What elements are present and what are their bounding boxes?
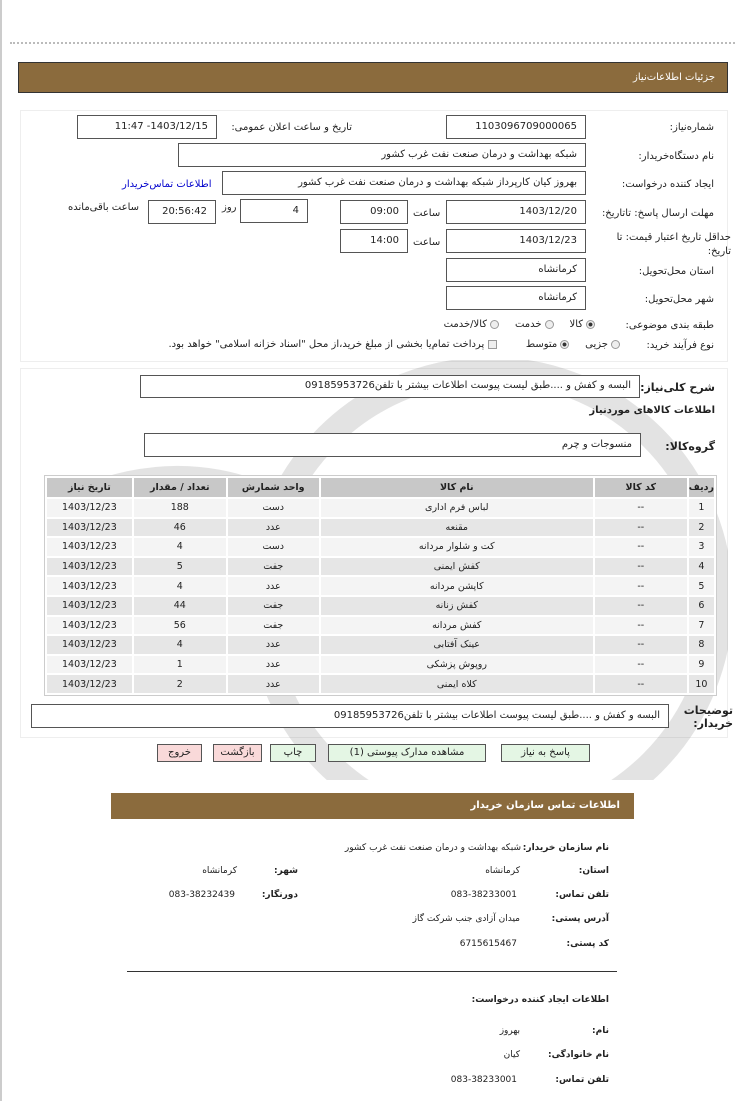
category-label: طبقه بندی موضوعی: <box>625 320 714 331</box>
table-cell: دست <box>228 499 319 517</box>
city-contact-label: شهر: <box>274 866 298 876</box>
table-cell: 1403/12/23 <box>47 617 132 635</box>
table-cell: عدد <box>228 519 319 537</box>
table-row <box>47 656 714 674</box>
creator-phone-label: تلفن تماس: <box>555 1075 609 1085</box>
days-remaining-field: 4 <box>240 199 308 223</box>
view-attachments-button[interactable]: مشاهده مدارک پیوستی (1) <box>328 744 486 762</box>
buyer-org-field: شبکه بهداشت و درمان صنعت نفت غرب کشور <box>178 143 586 167</box>
process-label: نوع فرآیند خرید: <box>646 340 714 351</box>
table-cell: -- <box>595 558 687 576</box>
table-cell: جفت <box>228 617 319 635</box>
name-value: بهروز <box>499 1026 520 1036</box>
province-contact-value: کرمانشاه <box>485 866 520 876</box>
table-cell: 1403/12/23 <box>47 636 132 654</box>
time-remaining-label: ساعت باقی‌مانده <box>68 202 140 213</box>
table-cell: -- <box>595 499 687 517</box>
goods-table-container <box>44 475 717 696</box>
radio-selected-icon <box>560 340 569 349</box>
radio-icon <box>611 340 620 349</box>
city-contact-value: کرمانشاه <box>202 866 237 876</box>
table-cell: 1403/12/23 <box>47 675 132 693</box>
table-cell: کفش ایمنی <box>321 558 593 576</box>
table-cell: 4 <box>134 538 226 556</box>
table-cell: جفت <box>228 597 319 615</box>
table-cell: 4 <box>689 558 714 576</box>
table-cell: 188 <box>134 499 226 517</box>
creator-label: ایجاد کننده درخواست: <box>621 179 714 190</box>
table-cell: عینک آفتابی <box>321 636 593 654</box>
time-remaining-field: 20:56:42 <box>148 200 216 224</box>
table-cell: مقنعه <box>321 519 593 537</box>
contact-section-title: اطلاعات تماس سازمان خریدار <box>470 800 620 811</box>
province-contact-label: استان: <box>578 866 609 876</box>
category-option-both[interactable]: کالا/خدمت <box>444 319 500 330</box>
process-option-minor[interactable]: جزیی <box>585 339 620 350</box>
postal-label: کد پستی: <box>566 939 609 949</box>
postal-value: 6715615467 <box>459 939 517 949</box>
table-cell: 1403/12/23 <box>47 656 132 674</box>
validity-label: حداقل تاریخ اعتبار قیمت: تا تاریخ: <box>616 232 731 257</box>
family-label: نام خانوادگی: <box>547 1050 609 1060</box>
org-value: شبکه بهداشت و درمان صنعت نفت غرب کشور <box>344 843 521 853</box>
deadline-time-field: 09:00 <box>340 200 408 224</box>
table-cell: کلاه ایمنی <box>321 675 593 693</box>
need-number-field: 1103096709000065 <box>446 115 586 139</box>
print-button[interactable]: چاپ <box>270 744 316 762</box>
contact-divider <box>127 971 617 972</box>
deadline-label: مهلت ارسال پاسخ: تاتاریخ: <box>601 208 714 219</box>
table-row <box>47 675 714 693</box>
table-cell: دست <box>228 538 319 556</box>
table-cell: 9 <box>689 656 714 674</box>
name-label: نام: <box>592 1026 609 1036</box>
goods-group-label: گروه‌کالا: <box>665 440 715 453</box>
table-cell: 2 <box>134 675 226 693</box>
back-button[interactable]: بازگشت <box>213 744 262 762</box>
table-cell: -- <box>595 538 687 556</box>
buyer-contact-link[interactable]: اطلاعات تماس‌خریدار <box>122 179 212 190</box>
table-cell: 46 <box>134 519 226 537</box>
table-cell: 1 <box>689 499 714 517</box>
treasury-payment-checkbox[interactable]: پرداخت تمام‌یا بخشی از مبلغ خرید،از محل "اسناد خزانه اسلامی" خواهد بود. <box>169 339 498 350</box>
validity-time-label: ساعت <box>413 237 441 248</box>
process-radio-group <box>169 339 621 350</box>
days-label: روز <box>222 202 237 213</box>
table-cell: عدد <box>228 636 319 654</box>
table-cell: کفش مردانه <box>321 617 593 635</box>
column-header: تاریخ نیاز <box>47 478 132 497</box>
table-row <box>47 519 714 537</box>
org-label: نام سازمان خریدار: <box>522 843 609 853</box>
table-cell: 1403/12/23 <box>47 538 132 556</box>
table-row <box>47 499 714 517</box>
table-cell: 1403/12/23 <box>47 558 132 576</box>
table-cell: 6 <box>689 597 714 615</box>
category-option-goods[interactable]: کالا <box>569 319 595 330</box>
table-row <box>47 558 714 576</box>
table-row <box>47 538 714 556</box>
radio-selected-icon <box>586 320 595 329</box>
table-cell: عدد <box>228 577 319 595</box>
address-value: میدان آزادی جنب شرکت گاز <box>412 914 520 924</box>
checkbox-icon <box>488 340 497 349</box>
table-cell: 8 <box>689 636 714 654</box>
table-cell: -- <box>595 597 687 615</box>
radio-icon <box>545 320 554 329</box>
column-header: واحد شمارش <box>228 478 319 497</box>
goods-group-field: منسوجات و چرم <box>144 433 641 457</box>
family-value: کیان <box>503 1050 520 1060</box>
top-divider <box>10 42 735 44</box>
table-cell: 5 <box>134 558 226 576</box>
table-cell: -- <box>595 617 687 635</box>
validity-date-field: 1403/12/23 <box>446 229 586 253</box>
deadline-date-field: 1403/12/20 <box>446 200 586 224</box>
deadline-time-label: ساعت <box>413 208 441 219</box>
table-cell: لباس فرم اداری <box>321 499 593 517</box>
phone-value: 083-38233001 <box>450 890 517 900</box>
exit-button[interactable]: خروج <box>157 744 202 762</box>
table-cell: 4 <box>134 577 226 595</box>
buyer-notes-label: توضیحات خریدار: <box>683 704 733 730</box>
table-cell: 1403/12/23 <box>47 577 132 595</box>
fax-label: دورنگار: <box>261 890 298 900</box>
column-header: کد کالا <box>595 478 687 497</box>
creator-phone-value: 083-38233001 <box>450 1075 517 1085</box>
need-number-label: شماره‌نیاز: <box>669 122 714 133</box>
table-cell: 56 <box>134 617 226 635</box>
category-radio-group <box>444 319 595 330</box>
reply-button[interactable]: پاسخ به نیاز <box>501 744 590 762</box>
page-title: جزئیات اطلاعات‌نیاز <box>633 72 715 83</box>
table-cell: 1403/12/23 <box>47 597 132 615</box>
city-field: کرمانشاه <box>446 286 586 310</box>
radio-icon <box>490 320 499 329</box>
table-row <box>47 636 714 654</box>
table-cell: 4 <box>134 636 226 654</box>
fax-value: 083-38232439 <box>168 890 235 900</box>
table-cell: کفش زنانه <box>321 597 593 615</box>
goods-section-title: اطلاعات کالاهای موردنیاز <box>589 405 715 416</box>
buyer-org-label: نام دستگاه‌خریدار: <box>638 151 714 162</box>
contact-section-header <box>111 793 634 819</box>
column-header: ردیف <box>689 478 714 497</box>
creator-field: بهروز کیان کارپرداز شبکه بهداشت و درمان صنعت نفت غرب کشور <box>222 171 586 195</box>
category-option-service[interactable]: خدمت <box>515 319 554 330</box>
table-cell: روپوش پزشکی <box>321 656 593 674</box>
column-header: تعداد / مقدار <box>134 478 226 497</box>
province-field: کرمانشاه <box>446 258 586 282</box>
process-option-medium[interactable]: متوسط <box>526 339 569 350</box>
table-cell: عدد <box>228 675 319 693</box>
table-cell: 1403/12/23 <box>47 519 132 537</box>
creator-info-title: اطلاعات ایجاد کننده درخواست: <box>471 995 609 1005</box>
announce-field: 1403/12/15- 11:47 <box>77 115 217 139</box>
table-cell: 7 <box>689 617 714 635</box>
validity-time-field: 14:00 <box>340 229 408 253</box>
table-cell: کت و شلوار مردانه <box>321 538 593 556</box>
table-cell: 1403/12/23 <box>47 499 132 517</box>
phone-label: تلفن تماس: <box>555 890 609 900</box>
table-cell: -- <box>595 519 687 537</box>
table-row <box>47 577 714 595</box>
table-cell: -- <box>595 656 687 674</box>
buyer-notes-field: البسه و کفش و ....طبق لیست پیوست اطلاعات بیشتر با تلفن09185953726 <box>31 704 669 728</box>
table-row <box>47 617 714 635</box>
table-cell: 5 <box>689 577 714 595</box>
table-cell: -- <box>595 636 687 654</box>
page-header <box>18 62 728 93</box>
announce-label: تاریخ و ساعت اعلان عمومی: <box>231 122 352 133</box>
province-label: استان محل‌تحویل: <box>638 266 714 277</box>
column-header: نام کالا <box>321 478 593 497</box>
table-cell: 44 <box>134 597 226 615</box>
table-row <box>47 597 714 615</box>
table-header <box>47 478 714 497</box>
table-cell: 2 <box>689 519 714 537</box>
table-cell: -- <box>595 675 687 693</box>
table-cell: 3 <box>689 538 714 556</box>
description-label: شرح کلی‌نیاز: <box>640 381 715 394</box>
left-scroll-edge <box>0 0 2 1101</box>
description-field: البسه و کفش و ....طبق لیست پیوست اطلاعات بیشتر با تلفن09185953726 <box>140 375 640 398</box>
table-cell: 1 <box>134 656 226 674</box>
table-cell: جفت <box>228 558 319 576</box>
table-cell: 10 <box>689 675 714 693</box>
goods-table <box>45 476 716 695</box>
table-cell: -- <box>595 577 687 595</box>
table-cell: عدد <box>228 656 319 674</box>
city-label: شهر محل‌تحویل: <box>644 294 714 305</box>
address-label: آدرس پستی: <box>551 914 609 924</box>
table-cell: کاپشن مردانه <box>321 577 593 595</box>
